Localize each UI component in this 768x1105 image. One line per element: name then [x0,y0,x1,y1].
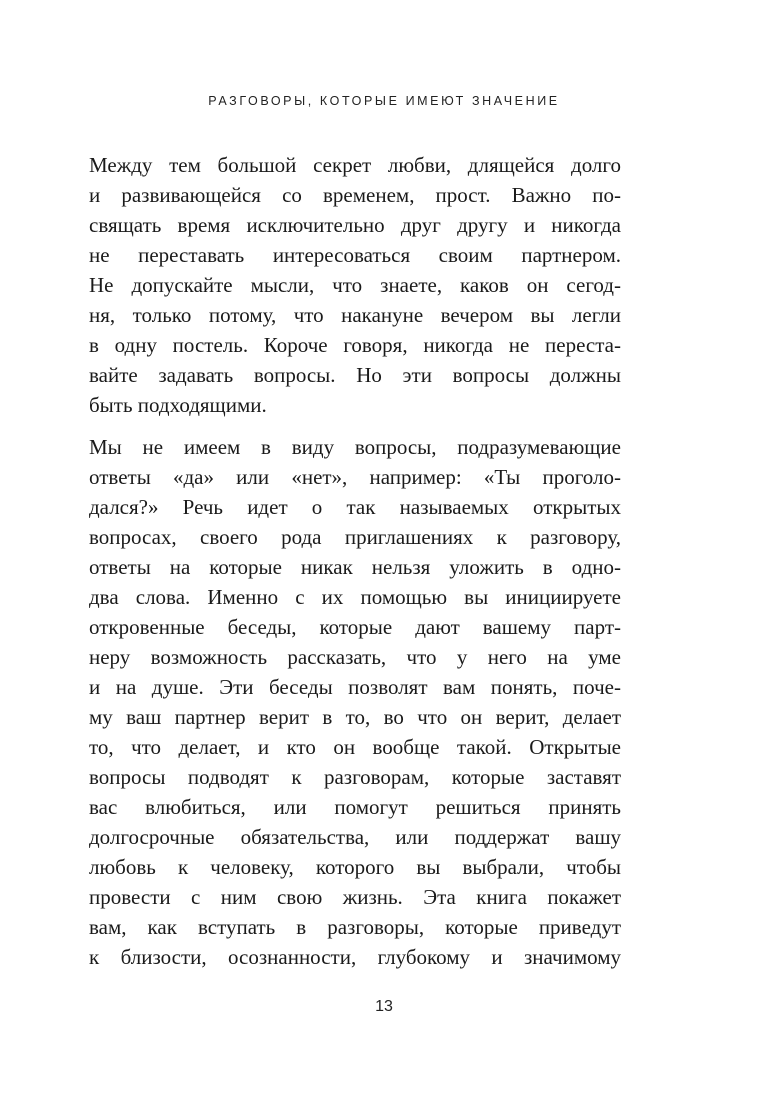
text-line: вам, как вступать в разговоры, которые приведут [89,915,621,939]
text-line: быть подходящими. [89,393,267,417]
text-line: ответы на которые никак нельзя уложить в одно- [89,555,621,579]
text-line: свящать время исключительно друг другу и никогда [89,213,621,237]
text-line: Не допускайте мысли, что знаете, каков он сегод- [89,273,621,297]
running-head: РАЗГОВОРЫ, КОТОРЫЕ ИМЕЮТ ЗНАЧЕНИЕ [208,94,560,108]
text-line: провести с ним свою жизнь. Эта книга покажет [89,885,621,909]
text-line: неру возможность рассказать, что у него на уме [89,645,621,669]
text-line: Между тем большой секрет любви, длящейся долго [89,153,621,177]
text-line: вайте задавать вопросы. Но эти вопросы должны [89,363,621,387]
text-line: то, что делает, и кто он вообще такой. Открытые [89,735,621,759]
text-line: и развивающейся со временем, прост. Важно по- [89,183,621,207]
text-line: вопросах, своего рода приглашениях к разговору, [89,525,621,549]
text-line: Мы не имеем в виду вопросы, подразумевающие [89,435,621,459]
text-line: ответы «да» или «нет», например: «Ты проголо- [89,465,621,489]
paragraph-1 [89,150,621,420]
text-line: откровенные беседы, которые дают вашему парт- [89,615,621,639]
text-line: любовь к человеку, которого вы выбрали, чтобы [89,855,621,879]
text-line: ня, только потому, что накануне вечером вы легли [89,303,621,327]
paragraph-2 [89,432,621,972]
text-line: не переставать интересоваться своим партнером. [89,243,621,267]
text-line: му ваш партнер верит в то, во что он верит, делает [89,705,621,729]
text-line: дался?» Речь идет о так называемых открытых [89,495,621,519]
text-line: вопросы подводят к разговорам, которые заставят [89,765,621,789]
text-line: к близости, осознанности, глубокому и значимому [89,945,621,969]
text-line: два слова. Именно с их помощью вы инициируете [89,585,621,609]
text-line: долгосрочные обязательства, или поддержат вашу [89,825,621,849]
page-number: 13 [375,998,393,1015]
text-line: в одну постель. Короче говоря, никогда не переста- [89,333,621,357]
text-line: и на душе. Эти беседы позволят вам понять, поче- [89,675,621,699]
text-line: вас влюбиться, или помогут решиться принять [89,795,621,819]
